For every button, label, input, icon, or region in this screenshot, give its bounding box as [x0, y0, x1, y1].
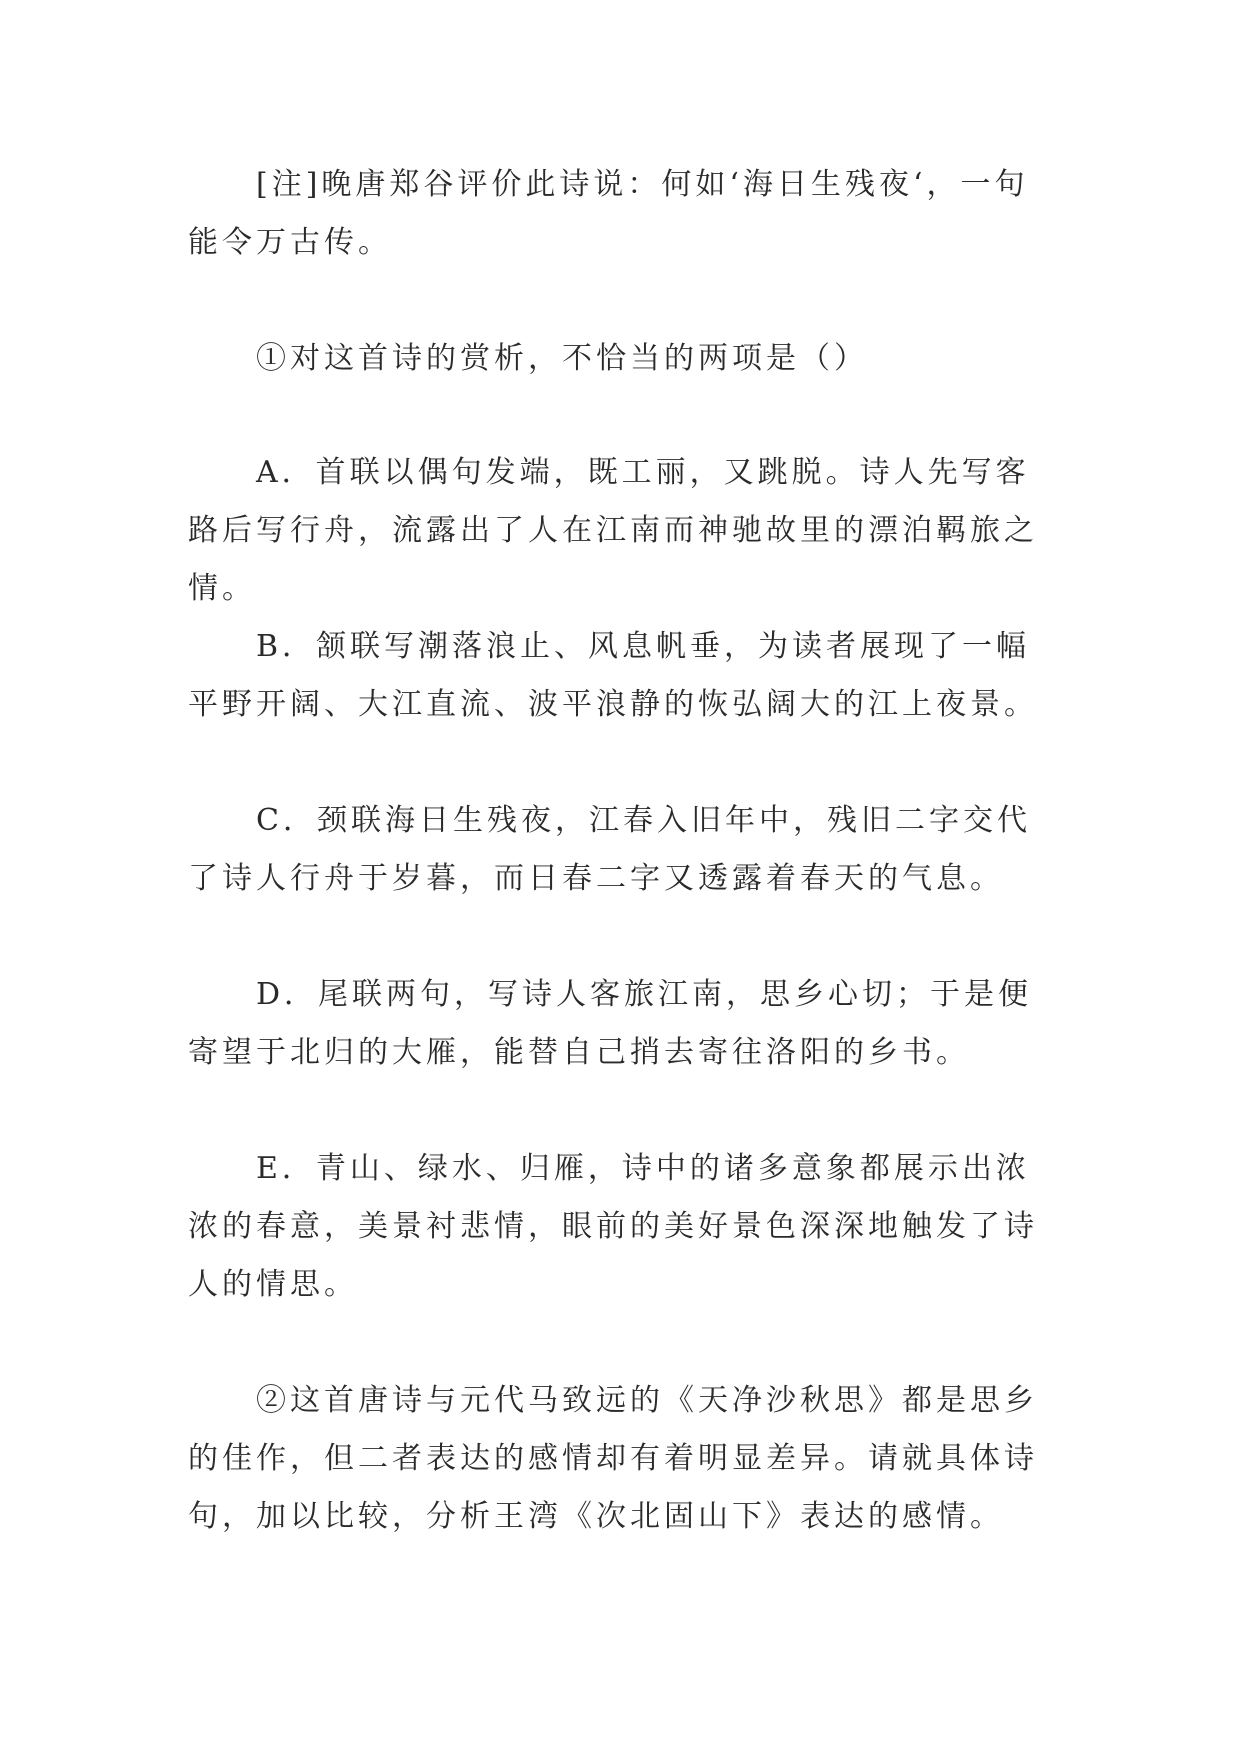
option-a: A．首联以偶句发端，既工丽，又跳脱。诗人先写客路后写行舟，流露出了人在江南而神驰故里的漂泊羁旅之情。	[188, 455, 1038, 606]
option-d: D．尾联两句，写诗人客旅江南，思乡心切；于是便寄望于北归的大雁，能替自己捎去寄往洛阳的乡书。	[188, 977, 1033, 1070]
question-1-prompt: ①对这首诗的赏析，不恰当的两项是（）	[256, 341, 868, 376]
option-b: B．颔联写潮落浪止、风息帆垂，为读者展现了一幅平野开阔、大江直流、波平浪静的恢弘阔大的江上夜景。	[188, 629, 1038, 722]
option-c: C．颈联海日生残夜，江春入旧年中，残旧二字交代了诗人行舟于岁暮，而日春二字又透露着春天的气息。	[188, 803, 1031, 896]
annotation-note: [注]晚唐郑谷评价此诗说：何如‘海日生残夜‘，一句能令万古传。	[188, 167, 1029, 260]
option-e: E．青山、绿水、归雁，诗中的诸多意象都展示出浓浓的春意，美景衬悲情，眼前的美好景色深深地触发了诗人的情思。	[188, 1151, 1038, 1302]
question-2-prompt: ②这首唐诗与元代马致远的《天净沙秋思》都是思乡的佳作，但二者表达的感情却有着明显差异。请就具体诗句，加以比较，分析王湾《次北固山下》表达的感情。	[188, 1383, 1038, 1534]
